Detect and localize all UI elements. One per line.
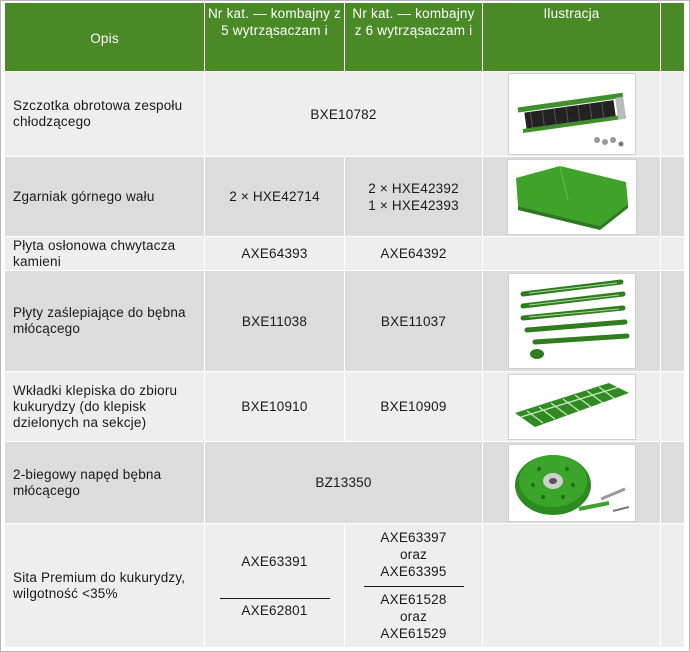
table-row <box>5 72 685 157</box>
illustration-cell <box>483 72 661 157</box>
table-row <box>5 237 685 271</box>
header-illustration: Ilustracja <box>483 3 661 72</box>
table-row <box>5 442 685 524</box>
concave-inserts-image <box>508 374 636 440</box>
parts-table <box>4 2 685 648</box>
row-description: Płyty zaślepiające do bębna młócącego <box>5 271 205 372</box>
part-number: BXE10782 <box>205 72 483 157</box>
illustration-cell <box>483 271 661 372</box>
header-col5: Nr kat. — kombajny z 5 wytrząsaczam i <box>205 3 345 72</box>
part-number-5: 2 × HXE42714 <box>205 157 345 237</box>
header-desc: Opis <box>5 3 205 72</box>
part-number-5: BXE11038 <box>205 271 345 372</box>
table-row <box>5 524 685 648</box>
illustration-cell <box>483 372 661 442</box>
part-number-6: 2 × HXE42392 1 × HXE42393 <box>345 157 483 237</box>
header-pad <box>661 3 685 72</box>
header-col6: Nr kat. — kombajny z 6 wytrząsaczam i <box>345 3 483 72</box>
part-number-5: AXE63391 AXE62801 <box>205 524 345 648</box>
illustration-cell <box>483 442 661 524</box>
header-row <box>5 3 685 72</box>
row-description: Szczotka obrotowa zespołu chłodzącego <box>5 72 205 157</box>
divider <box>220 598 330 599</box>
part-number: BZ13350 <box>205 442 483 524</box>
table-row <box>5 372 685 442</box>
table-row <box>5 157 685 237</box>
table-row <box>5 271 685 372</box>
part-number-6: BXE11037 <box>345 271 483 372</box>
row-description: Sita Premium do kukurydzy, wilgotność <35% <box>5 524 205 648</box>
part-number-6: AXE63397 oraz AXE63395 AXE61528 oraz AXE61529 <box>345 524 483 648</box>
row-description: 2-biegowy napęd bębna młócącego <box>5 442 205 524</box>
divider <box>364 586 464 587</box>
part-number-5: BXE10910 <box>205 372 345 442</box>
row-description: Płyta osłonowa chwytacza kamieni <box>5 237 205 271</box>
part-number-5: AXE64393 <box>205 237 345 271</box>
rotary-brush-image <box>508 73 636 155</box>
drum-drive-image <box>508 444 636 522</box>
row-description: Zgarniak górnego wału <box>5 157 205 237</box>
illustration-cell <box>483 157 661 237</box>
part-number-6: BXE10909 <box>345 372 483 442</box>
part-number-6: AXE64392 <box>345 237 483 271</box>
scraper-image <box>507 159 637 235</box>
row-description: Wkładki klepiska do zbioru kukurydzy (do klepisk dzielonych na sekcje) <box>5 372 205 442</box>
filler-plates-image <box>508 273 636 369</box>
